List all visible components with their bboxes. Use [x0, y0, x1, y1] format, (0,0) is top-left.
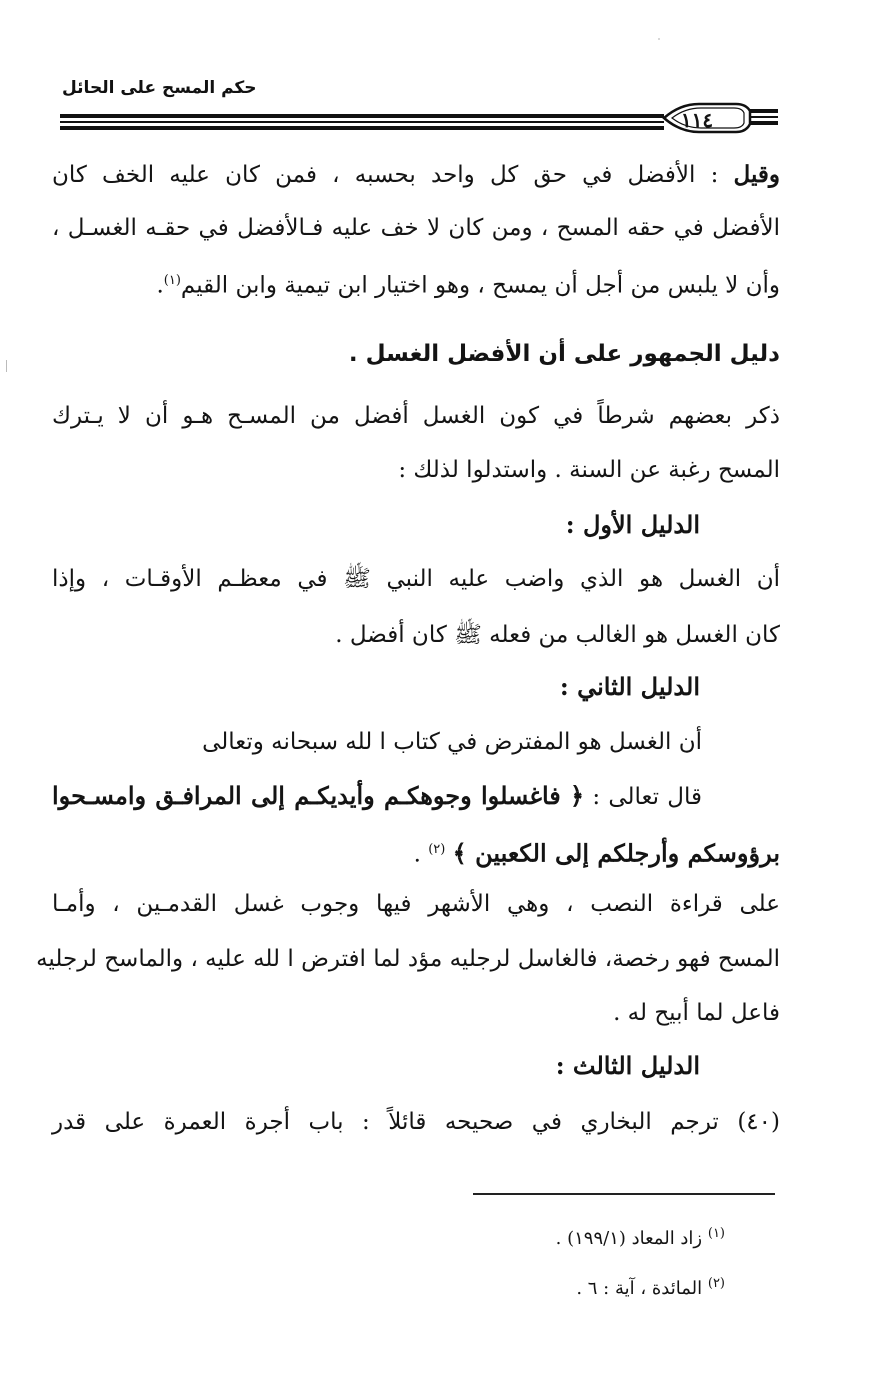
paragraph-line: المسح رغبة عن السنة . واستدلوا لذلك :	[398, 457, 780, 483]
section-heading: دليل الجمهور على أن الأفضل الغسل .	[348, 341, 780, 367]
footnote-1	[450, 1220, 725, 1253]
footnote-ref: (١)	[163, 273, 181, 288]
verse-intro: قال تعالى :	[592, 784, 703, 810]
sentence-end: .	[156, 272, 164, 299]
paragraph-line: على قراءة النصب ، وهي الأشهر فيها وجوب غسل القدمـين ، وأمـا	[52, 891, 780, 917]
paragraph-line: الأفضل في حقه المسح ، ومن كان لا خف عليه فـالأفضل في حقـه الغسـل ،	[52, 215, 780, 241]
paragraph-text: : الأفضل في حق كل واحد بحسبه ، فمن كان عليه الخف كان	[52, 162, 719, 188]
scan-margin-mark	[6, 360, 7, 372]
footnote-ref: (٢)	[428, 842, 446, 857]
paragraph-line: أن الغسل هو المفترض في كتاب ا لله سبحانه وتعالى	[202, 729, 702, 755]
paragraph-line	[52, 261, 780, 301]
verse-line	[52, 830, 780, 870]
paragraph-line: فاعل لما أبيح له .	[613, 1000, 780, 1026]
paragraph-line	[52, 155, 780, 195]
page-number: ١١٤	[680, 108, 714, 132]
paragraph-line: (٤٠) ترجم البخاري في صحيحه قائلاً : باب أجرة العمرة على قدر	[52, 1109, 780, 1135]
footnote-divider	[473, 1193, 775, 1195]
verse-line	[52, 776, 780, 816]
footnote-text: المائدة ، آية : ٦ .	[576, 1278, 703, 1299]
sentence-end: .	[413, 841, 421, 868]
footnote-2	[450, 1270, 725, 1303]
quran-verse: ﴿ فاغسلوا وجوهكـم وأيديكـم إلى المرافـق وامسـحوا	[52, 781, 585, 810]
footnote-marker: (٢)	[707, 1276, 725, 1291]
scan-speck	[658, 38, 660, 40]
paragraph-label: وقيل	[733, 161, 781, 188]
evidence-heading-1: الدليل الأول :	[565, 510, 700, 539]
running-title: حكم المسح على الحائل	[62, 78, 257, 98]
footnote-text: زاد المعاد (١٩٩/١) .	[555, 1228, 703, 1249]
paragraph-line: ذكر بعضهم شرطاً في كون الغسل أفضل من المسـح هـو أن لا يـترك	[52, 403, 780, 429]
evidence-heading-2: الدليل الثاني :	[559, 672, 700, 701]
evidence-heading-3: الدليل الثالث :	[555, 1051, 700, 1080]
footnote-marker: (١)	[707, 1226, 725, 1241]
paragraph-line: المسح فهو رخصة، فالغاسل لرجليه مؤد لما افترض ا لله عليه ، والماسح لرجليه	[36, 946, 780, 972]
paragraph-line: أن الغسل هو الذي واضب عليه النبي ﷺ في معظـم الأوقـات ، وإذا	[52, 566, 780, 592]
quran-verse: برؤوسكم وأرجلكم إلى الكعبين ﴾	[452, 838, 780, 868]
paragraph-line: كان الغسل هو الغالب من فعله ﷺ كان أفضل .	[335, 622, 780, 648]
paragraph-text: وأن لا يلبس من أجل أن يمسح ، وهو اختيار ابن تيمية وابن القيم	[180, 272, 780, 299]
